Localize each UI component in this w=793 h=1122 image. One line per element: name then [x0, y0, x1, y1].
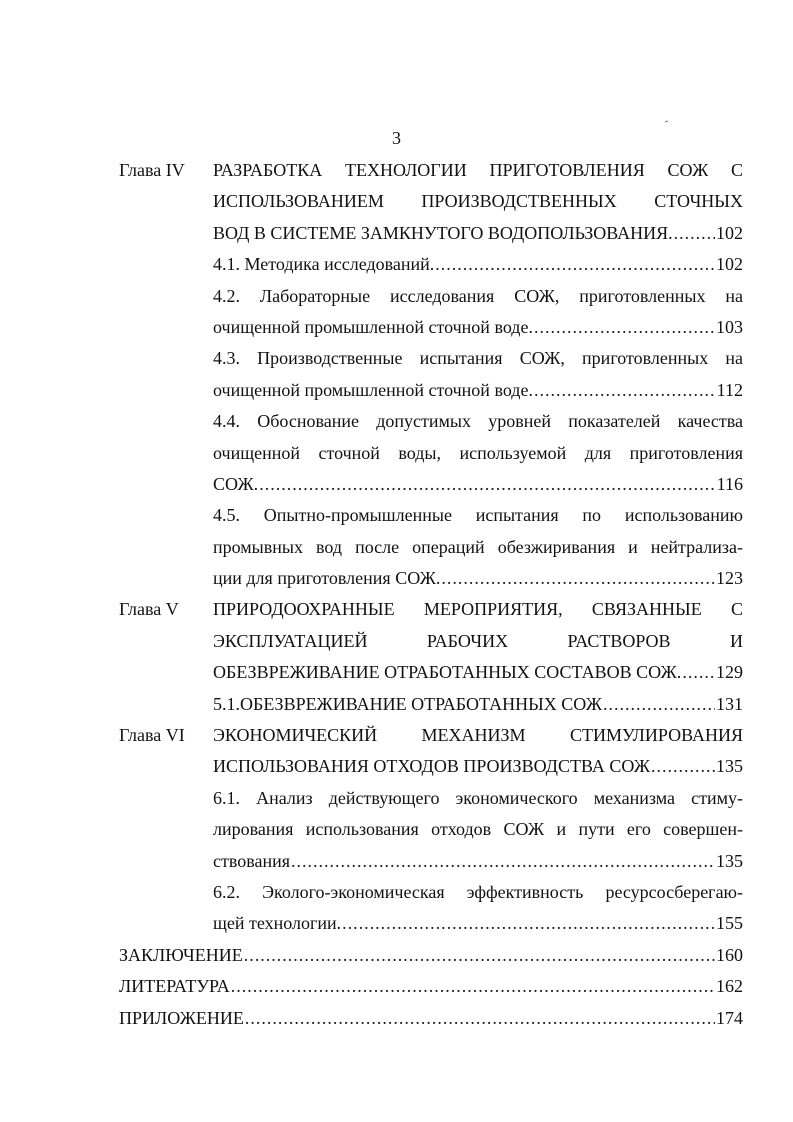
- toc-line: ЭКСПЛУАТАЦИЕЙ РАБОЧИХ РАСТВОРОВ И: [213, 630, 743, 651]
- toc-row: [119, 532, 743, 563]
- toc-line: ПРИРОДООХРАННЫЕ МЕРОПРИЯТИЯ, СВЯЗАННЫЕ С: [213, 599, 743, 620]
- chapter-label: Глава V: [119, 599, 179, 620]
- toc-line-with-page: [213, 312, 743, 343]
- toc-line-with-page: [213, 469, 743, 500]
- dot-leader: [259, 469, 715, 500]
- toc-row: [119, 877, 743, 908]
- toc-row: [119, 469, 743, 500]
- page-ref: 102: [716, 254, 743, 275]
- dot-leader: [244, 940, 715, 971]
- toc-line: РАЗРАБОТКА ТЕХНОЛОГИИ ПРИГОТОВЛЕНИЯ СОЖ С: [213, 160, 743, 180]
- toc-line: очищенной промышленной сточной воде.: [213, 379, 533, 400]
- toc-line: лирования использования отходов СОЖ и пути его совершен-: [213, 819, 743, 840]
- page-ref: 160: [716, 944, 743, 965]
- toc-line: 4.1. Методика исследований.: [213, 254, 435, 275]
- toc-line: 4.2. Лабораторные исследования СОЖ, приготовленных на: [213, 285, 743, 306]
- toc-row: [119, 814, 743, 845]
- toc-row: [119, 940, 743, 971]
- page-ref: 112: [716, 379, 743, 400]
- toc-row: [119, 846, 743, 877]
- toc-row: [119, 438, 743, 469]
- toc-line-with-page: [213, 657, 743, 688]
- toc-row: [119, 563, 743, 594]
- table-of-contents: [119, 155, 743, 1034]
- toc-line: ции для приготовления СОЖ.: [213, 568, 441, 589]
- toc-row: [119, 626, 743, 657]
- toc-line: ствования: [213, 850, 291, 871]
- toc-line: ЗАКЛЮЧЕНИЕ: [119, 944, 243, 965]
- page-number: 3: [392, 128, 401, 148]
- chapter-label: Глава IV: [119, 160, 185, 180]
- toc-row: [119, 657, 743, 688]
- dot-leader: [245, 1003, 715, 1034]
- toc-line: 6.2. Эколого-экономическая эффективность ресурсосберегаю-: [213, 881, 743, 902]
- toc-row: [119, 186, 743, 217]
- page-ref: 123: [716, 568, 743, 589]
- toc-line-with-page: [119, 1003, 743, 1034]
- toc-line: ПРИЛОЖЕНИЕ: [119, 1007, 244, 1028]
- toc-line-with-page: [213, 375, 743, 406]
- toc-line: очищенной промышленной сточной воде.: [213, 316, 533, 337]
- toc-row: [119, 281, 743, 312]
- page-ref: 174: [716, 1007, 743, 1028]
- toc-line: ИСПОЛЬЗОВАНИЯ ОТХОДОВ ПРОИЗВОДСТВА СОЖ: [213, 756, 651, 777]
- toc-row: [119, 908, 743, 939]
- toc-line-with-page: [213, 908, 743, 939]
- dot-leader: [674, 218, 715, 249]
- dot-leader: [441, 563, 715, 594]
- toc-row: [119, 689, 743, 720]
- toc-row: [119, 751, 743, 782]
- toc-row: [119, 343, 743, 374]
- toc-row: [119, 1003, 743, 1034]
- toc-line: промывных вод после операций обезжиривания и нейтрализа-: [213, 536, 743, 557]
- toc-line: ОБЕЗВРЕЖИВАНИЕ ОТРАБОТАННЫХ СОСТАВОВ СОЖ.: [213, 662, 682, 683]
- toc-line: ЭКОНОМИЧЕСКИЙ МЕХАНИЗМ СТИМУЛИРОВАНИЯ: [213, 725, 743, 746]
- toc-line-with-page: [213, 689, 743, 720]
- page-ref: 135: [716, 850, 743, 871]
- toc-line: щей технологии.: [213, 913, 342, 934]
- page-ref: 162: [716, 976, 743, 997]
- toc-row: [119, 312, 743, 343]
- toc-line: очищенной сточной воды, используемой для приготовления: [213, 442, 743, 463]
- page-ref: 103: [716, 316, 743, 337]
- toc-line-with-page: [213, 846, 743, 877]
- page-ref: 135: [716, 756, 743, 777]
- toc-line: СОЖ.: [213, 473, 259, 494]
- toc-row: [119, 218, 743, 249]
- dot-leader: [603, 689, 715, 720]
- toc-line: 4.4. Обоснование допустимых уровней показателей качества: [213, 411, 743, 432]
- page-ref: 131: [716, 693, 743, 714]
- toc-line: ВОД В СИСТЕМЕ ЗАМКНУТОГО ВОДОПОЛЬЗОВАНИЯ.: [213, 222, 673, 243]
- dot-leader: [682, 657, 715, 688]
- toc-line-with-page: [119, 971, 743, 1002]
- dot-leader: [342, 908, 715, 939]
- toc-line: ИСПОЛЬЗОВАНИЕМ ПРОИЗВОДСТВЕННЫХ СТОЧНЫХ: [213, 191, 743, 212]
- toc-line: 5.1.ОБЕЗВРЕЖИВАНИЕ ОТРАБОТАННЫХ СОЖ: [213, 693, 602, 714]
- toc-line-with-page: [213, 563, 743, 594]
- toc-row: [119, 500, 743, 531]
- page-ref: 116: [716, 473, 743, 494]
- dot-leader: [651, 751, 715, 782]
- toc-row: [119, 406, 743, 437]
- toc-row: [119, 249, 743, 280]
- toc-line: 4.5. Опытно-промышленные испытания по использованию: [213, 505, 743, 526]
- toc-row: [119, 971, 743, 1002]
- dot-leader: [231, 971, 715, 1002]
- dot-leader: [291, 846, 715, 877]
- toc-line-with-page: [213, 751, 743, 782]
- scan-speck: [665, 120, 668, 122]
- toc-row: [119, 594, 743, 625]
- toc-row: [119, 375, 743, 406]
- page-ref: 102: [716, 222, 743, 243]
- toc-row: [119, 720, 743, 751]
- chapter-label: Глава VI: [119, 725, 185, 746]
- toc-line-with-page: [213, 218, 743, 249]
- dot-leader: [534, 375, 716, 406]
- page-ref: 129: [716, 662, 743, 683]
- page-ref: 155: [716, 913, 743, 934]
- toc-line-with-page: [119, 940, 743, 971]
- toc-line: 4.3. Производственные испытания СОЖ, приготовленных на: [213, 348, 743, 369]
- dot-leader: [435, 249, 715, 280]
- dot-leader: [534, 312, 715, 343]
- toc-row: [119, 155, 743, 186]
- toc-line: ЛИТЕРАТУРА: [119, 976, 230, 997]
- toc-line-with-page: [213, 249, 743, 280]
- toc-line: 6.1. Анализ действующего экономического механизма стиму-: [213, 787, 743, 808]
- toc-row: [119, 783, 743, 814]
